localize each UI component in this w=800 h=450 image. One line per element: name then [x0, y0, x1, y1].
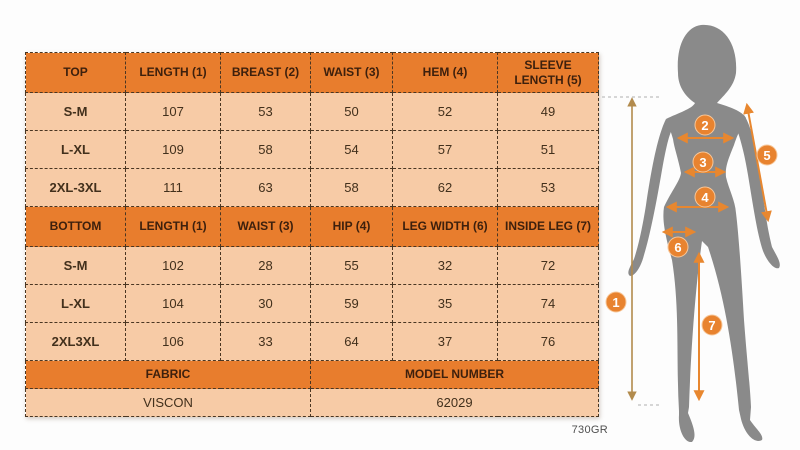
body-silhouette-image	[628, 25, 779, 442]
value-cell: 63	[221, 169, 311, 207]
table-row	[26, 247, 599, 285]
column-header: SLEEVE LENGTH (5)	[498, 53, 599, 93]
value-cell: 30	[221, 285, 311, 323]
column-header: HIP (4)	[311, 207, 393, 247]
value-cell: 106	[126, 323, 221, 361]
value-cell: 55	[311, 247, 393, 285]
value-cell: 50	[311, 93, 393, 131]
marker-number: 3	[699, 155, 707, 170]
value-cell: 33	[221, 323, 311, 361]
column-header: BREAST (2)	[221, 53, 311, 93]
measure-marker-7	[702, 315, 722, 335]
marker-number: 4	[701, 190, 709, 205]
size-label-cell: L-XL	[26, 131, 126, 169]
value-cell: 51	[498, 131, 599, 169]
size-label-cell: 2XL-3XL	[26, 169, 126, 207]
column-header: LENGTH (1)	[126, 53, 221, 93]
table-row	[26, 389, 599, 417]
marker-number: 7	[708, 318, 716, 333]
marker-number: 6	[674, 240, 682, 255]
value-cell: 111	[126, 169, 221, 207]
column-header: WAIST (3)	[221, 207, 311, 247]
column-header: HEM (4)	[393, 53, 498, 93]
measure-marker-6	[668, 237, 688, 257]
value-cell: 52	[393, 93, 498, 131]
table-row	[26, 285, 599, 323]
measure-marker-5	[757, 145, 777, 165]
header-row	[26, 207, 599, 247]
measure-marker-1	[606, 292, 626, 312]
weight-note: 730GR	[571, 424, 608, 436]
size-chart	[25, 52, 599, 417]
value-cell: 107	[126, 93, 221, 131]
size-label-cell: 2XL3XL	[26, 323, 126, 361]
column-header: MODEL NUMBER	[311, 361, 599, 389]
size-label-cell: S-M	[26, 93, 126, 131]
value-cell: 57	[393, 131, 498, 169]
table-row	[26, 169, 599, 207]
size-table	[25, 52, 599, 417]
value-cell: 58	[311, 169, 393, 207]
value-cell: 109	[126, 131, 221, 169]
value-cell: 102	[126, 247, 221, 285]
value-cell: 64	[311, 323, 393, 361]
value-cell: 54	[311, 131, 393, 169]
marker-number: 1	[612, 295, 620, 310]
column-header: TOP	[26, 53, 126, 93]
value-cell: 62	[393, 169, 498, 207]
table-row	[26, 131, 599, 169]
table-row	[26, 93, 599, 131]
size-label-cell: L-XL	[26, 285, 126, 323]
column-header: INSIDE LEG (7)	[498, 207, 599, 247]
value-cell: 104	[126, 285, 221, 323]
value-cell: 53	[221, 93, 311, 131]
column-header: WAIST (3)	[311, 53, 393, 93]
marker-number: 2	[701, 118, 709, 133]
column-header: LENGTH (1)	[126, 207, 221, 247]
value-cell: 59	[311, 285, 393, 323]
column-header: LEG WIDTH (6)	[393, 207, 498, 247]
measurement-figure	[598, 15, 800, 445]
marker-number: 5	[763, 148, 771, 163]
value-cell: 53	[498, 169, 599, 207]
value-cell: 37	[393, 323, 498, 361]
size-table-body	[26, 53, 599, 417]
value-cell: 74	[498, 285, 599, 323]
header-row	[26, 361, 599, 389]
value-cell: 49	[498, 93, 599, 131]
measure-marker-3	[693, 152, 713, 172]
value-cell: 58	[221, 131, 311, 169]
value-cell: VISCON	[26, 389, 311, 417]
size-label-cell: S-M	[26, 247, 126, 285]
header-row	[26, 53, 599, 93]
table-row	[26, 323, 599, 361]
value-cell: 32	[393, 247, 498, 285]
value-cell: 28	[221, 247, 311, 285]
column-header: FABRIC	[26, 361, 311, 389]
value-cell: 35	[393, 285, 498, 323]
measure-marker-4	[695, 187, 715, 207]
value-cell: 72	[498, 247, 599, 285]
measure-marker-2	[695, 115, 715, 135]
column-header: BOTTOM	[26, 207, 126, 247]
value-cell: 62029	[311, 389, 599, 417]
value-cell: 76	[498, 323, 599, 361]
